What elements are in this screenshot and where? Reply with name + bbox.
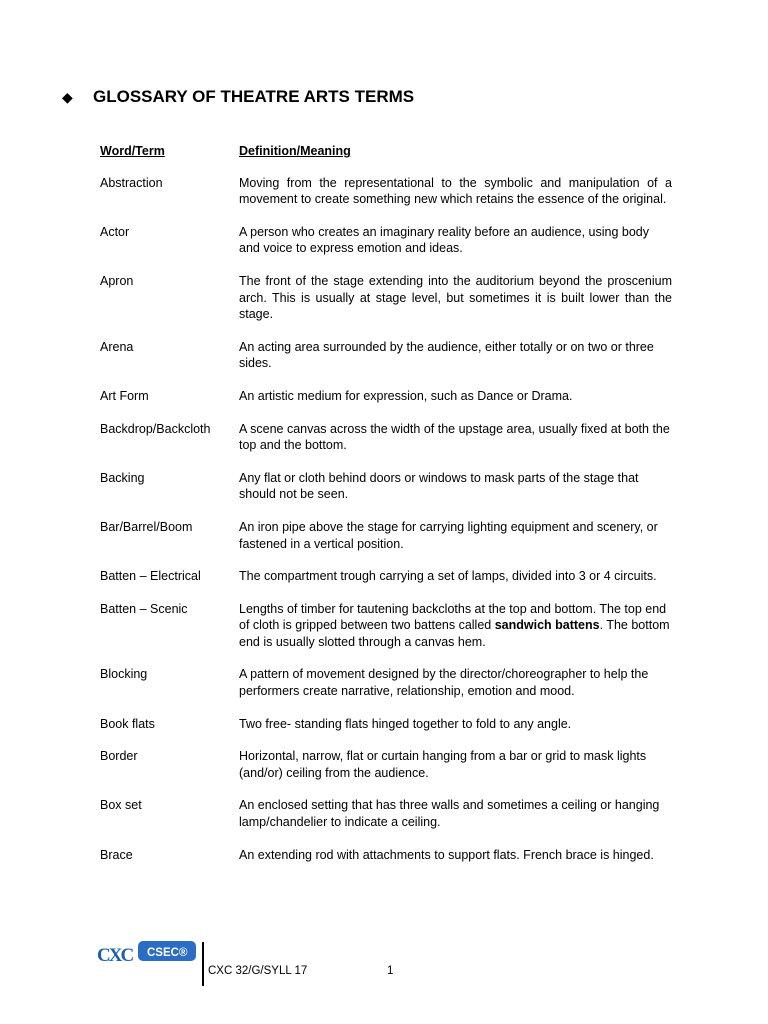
term-cell: Backdrop/Backcloth [100,421,211,436]
term-cell: Backing [100,470,145,485]
table-row [100,273,672,323]
table-row [100,175,672,208]
definition-cell: An acting area surrounded by the audience, either totally or on two or three sides. [239,339,654,371]
definition-cell: An enclosed setting that has three walls and sometimes a ceiling or hanging lamp/chandelier to indicate a ceiling. [239,798,660,830]
term-cell: Bar/Barrel/Boom [100,519,193,534]
table-row [100,568,672,585]
table-row [100,797,672,830]
definition-cell [239,601,672,651]
table-row [100,519,672,552]
term-cell: Blocking [100,667,148,682]
page-number: 1 [387,965,394,977]
term-cell: Brace [100,847,133,862]
term-cell: Arena [100,339,134,354]
term-cell: Actor [100,224,130,239]
definition-cell: Horizontal, narrow, flat or curtain hanging from a bar or grid to mask lights (and/or) ceiling from the audience. [239,749,647,780]
definition-cell: Moving from the representational to the symbolic and manipulation of a movement to create something new which retains the essence of the original. [239,175,672,207]
glossary-table [100,143,672,863]
cxc-logo-text: CXC [97,945,133,966]
table-header-row [100,143,672,160]
term-cell: Box set [100,798,142,813]
footer-divider [202,942,204,986]
table-row [100,716,672,733]
definition-cell: A person who creates an imaginary reality before an audience, using body and voice to express emotion and ideas. [239,224,649,256]
diamond-bullet-icon: ◆ [62,89,73,105]
definition-text: Lengths of timber for tautening backcloths at the top and bottom. The top end of cloth is gripped between two battens called [239,601,667,633]
definition-cell: The front of the stage extending into the auditorium beyond the proscenium arch. This is usually at stage level, but sometimes it is built lower than the stage. [239,273,672,322]
definition-cell: A scene canvas across the width of the upstage area, usually fixed at both the top and the bottom. [239,421,670,453]
definition-text: . The bottom end is usually slotted through a canvas hem. [239,618,670,649]
glossary-heading [62,86,414,108]
column-header-term: Word/Term [100,144,165,158]
definition-cell: An artistic medium for expression, such as Dance or Drama. [239,388,573,403]
definition-cell: An iron pipe above the stage for carrying lighting equipment and scenery, or fastened in a vertical position. [239,519,658,551]
table-row [100,666,672,699]
term-cell: Book flats [100,716,155,731]
csec-badge-label: CSEC® [147,947,188,959]
definition-cell: An extending rod with attachments to support flats. French brace is hinged. [239,847,654,862]
table-row [100,224,672,257]
page-footer [96,938,416,988]
term-cell: Apron [100,273,134,288]
definition-cell: A pattern of movement designed by the director/choreographer to help the performers create narrative, relationship, emotion and mood. [239,667,649,699]
term-cell: Border [100,749,138,764]
table-row [100,388,672,405]
cxc-csec-logo [96,938,198,974]
definition-cell: Any flat or cloth behind doors or windows to mask parts of the stage that should not be seen. [239,470,639,502]
definition-cell: Two free- standing flats hinged together to fold to any angle. [239,716,572,731]
table-row [100,748,672,781]
table-row [100,421,672,454]
table-row [100,470,672,503]
definition-cell: The compartment trough carrying a set of lamps, divided into 3 or 4 circuits. [239,569,657,584]
term-cell: Abstraction [100,175,163,190]
term-cell: Batten – Scenic [100,601,188,616]
column-header-definition: Definition/Meaning [239,144,351,158]
syllabus-code: CXC 32/G/SYLL 17 [208,965,308,977]
term-cell: Art Form [100,388,149,403]
page-title: GLOSSARY OF THEATRE ARTS TERMS [93,87,415,106]
table-row [100,847,672,864]
table-row [100,601,672,651]
table-row [100,339,672,372]
definition-bold-term: sandwich battens [494,618,600,633]
term-cell: Batten – Electrical [100,569,201,584]
